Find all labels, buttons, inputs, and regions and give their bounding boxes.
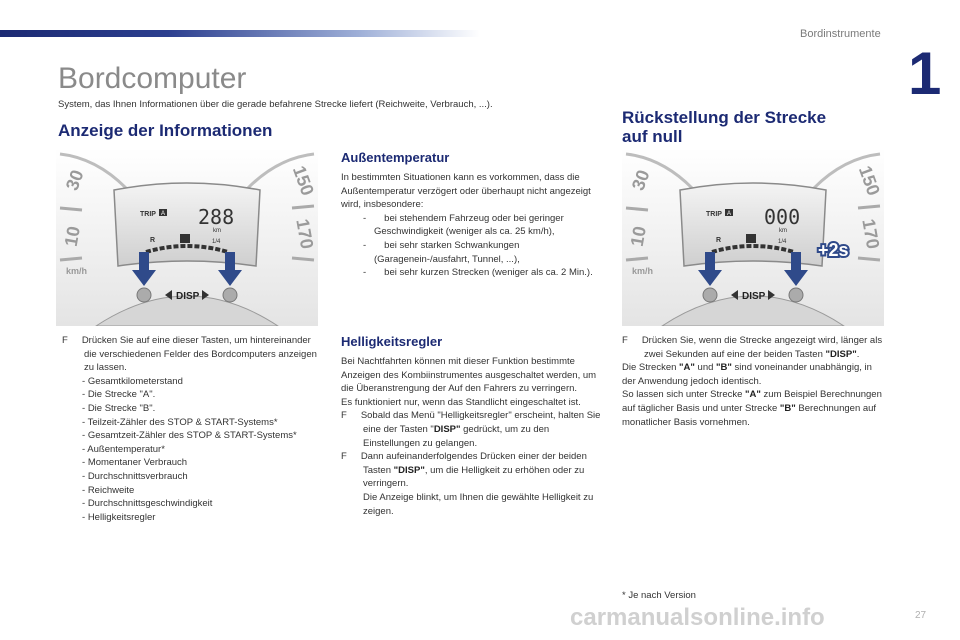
list-item-text: Die Strecke "A".	[87, 389, 156, 401]
dash-marker: -	[82, 498, 86, 510]
dash-marker: -	[363, 212, 367, 224]
heading-rueckstellung-line2: auf null	[622, 127, 683, 146]
list-item-text: Teilzeit-Zähler des STOP & START-Systems*	[87, 416, 278, 428]
list-item-text: Durchschnittsverbrauch	[87, 470, 188, 482]
list-item	[82, 511, 324, 525]
aussentemperatur-text: In bestimmten Situationen kann es vorkommen, dass die Außentemperatur verzögert oder überhaupt nicht angezeigt wird, insbesondere:	[341, 172, 591, 211]
step-text: Sobald das Menü "Helligkeitsregler" erscheint, halten Sie eine der Tasten "	[360, 410, 601, 435]
list-item-text: Die Strecke "B".	[87, 402, 156, 414]
dash-marker: -	[363, 267, 367, 279]
dash-marker: -	[82, 389, 86, 401]
list-item-text: bei sehr starken Schwankungen (Garagenein-/ausfahrt, Tunnel, ...),	[374, 239, 520, 265]
dash-marker: -	[82, 443, 86, 455]
list-item	[82, 456, 324, 470]
helligkeitsregler-block	[341, 355, 603, 518]
speed-label: 10	[60, 224, 84, 248]
rueckstellung-block	[622, 334, 884, 429]
reserve-label: R	[716, 237, 722, 244]
para-bold: "A"	[745, 389, 761, 401]
list-item-text: Gesamtkilometerstand	[87, 375, 183, 387]
step-text: , um die Helligkeit zu erhöhen oder zu verringern.	[363, 464, 585, 490]
speed-label: 170	[292, 217, 318, 251]
list-item	[82, 416, 324, 430]
disp-label: DISP	[176, 291, 200, 302]
disp-button-right[interactable]	[789, 288, 803, 302]
list-item-text: Gesamtzeit-Zähler des STOP & START-Systems*	[87, 430, 297, 442]
hold-2s-badge: +2s	[818, 240, 849, 260]
reserve-label: R	[150, 237, 156, 244]
lcd-display	[680, 183, 826, 266]
speed-label: 170	[858, 217, 884, 251]
unit-label: km/h	[632, 266, 654, 276]
list-item	[82, 484, 324, 498]
speed-label: 30	[61, 167, 88, 193]
heading-aussentemperatur: Außentemperatur	[341, 150, 450, 165]
step-bold: "DISP"	[825, 348, 857, 360]
para-text: und	[694, 362, 717, 374]
para-bold: "B"	[716, 362, 732, 374]
list-item	[341, 266, 603, 280]
heading-helligkeitsregler: Helligkeitsregler	[341, 334, 443, 349]
trip-sub-label: A	[727, 211, 732, 217]
list-item	[82, 402, 324, 416]
step-bold: "DISP"	[393, 464, 425, 476]
helligkeit-text: Es funktioniert nur, wenn das Standlicht eingeschaltet ist.	[341, 396, 581, 408]
disp-button-left[interactable]	[137, 288, 151, 302]
list-item	[341, 239, 603, 266]
watermark: carmanualsonline.info	[570, 604, 825, 631]
footnote: * Je nach Version	[622, 590, 696, 601]
para-bold: "A"	[679, 362, 695, 374]
bullet-icon: F	[341, 451, 347, 463]
section-label: Bordinstrumente	[800, 28, 881, 40]
speed-label: 150	[288, 163, 318, 199]
quarter-label: 1/4	[212, 239, 221, 245]
odometer-unit: km	[213, 228, 221, 234]
rueckstellung-paragraph	[622, 361, 884, 388]
list-item-text: Helligkeitsregler	[87, 511, 156, 523]
list-item	[82, 429, 324, 443]
heading-anzeige: Anzeige der Informationen	[58, 121, 273, 140]
dash-marker: -	[363, 239, 367, 251]
trip-sub-label: A	[161, 211, 166, 217]
heading-rueckstellung-line1: Rückstellung der Strecke	[622, 108, 827, 127]
para-text: sind voneinander unabhängig, in der Anwendung jedoch identisch.	[622, 362, 872, 387]
speed-label: 150	[854, 163, 884, 199]
list-item-text: Durchschnittsgeschwindigkeit	[87, 498, 213, 510]
lead-item	[62, 334, 324, 375]
disp-button-left[interactable]	[703, 288, 717, 302]
anzeige-list	[62, 375, 324, 525]
speed-label: 10	[626, 224, 650, 248]
list-item-text: Momentaner Verbrauch	[87, 457, 188, 469]
disp-button-right[interactable]	[223, 288, 237, 302]
page-title: Bordcomputer	[58, 62, 247, 95]
dash-marker: -	[82, 375, 86, 387]
list-item-text: Reichweite	[87, 484, 135, 496]
dash-marker: -	[82, 416, 86, 428]
disp-label: DISP	[742, 291, 766, 302]
bullet-icon: F	[62, 335, 68, 346]
bullet-icon: F	[622, 335, 628, 346]
step-text: Dann aufeinanderfolgendes Drücken einer der beiden Tasten	[360, 451, 587, 476]
anzeige-block	[62, 334, 324, 524]
trip-label: TRIP	[706, 211, 722, 218]
header-color-bar	[0, 30, 480, 37]
para-text: Berechnungen auf monatlicher Basis vornehmen.	[622, 402, 877, 428]
odometer-unit: km	[779, 228, 787, 234]
list-item	[82, 497, 324, 511]
dash-marker: -	[82, 457, 86, 469]
list-item	[82, 470, 324, 484]
para-text: zum Beispiel Berechnungen auf täglicher Basis und unter Strecke	[622, 389, 882, 414]
lcd-display	[114, 183, 260, 266]
helligkeit-text: Bei Nachtfahrten können mit dieser Funktion bestimmte Anzeigen des Kombiinstrumentes ausgeschaltet werden, um die Überanstrengung der Auf den Fahrers zu verringern.	[341, 356, 597, 395]
list-item	[341, 212, 603, 239]
fuel-pump-icon	[746, 234, 756, 243]
dash-marker: -	[82, 430, 86, 442]
odometer-value: 288	[198, 205, 235, 229]
step-text: gedrückt, um zu den Einstellungen zu gelangen.	[363, 423, 550, 449]
quarter-label: 1/4	[778, 239, 787, 245]
unit-label: km/h	[66, 266, 88, 276]
odometer-value: 000	[764, 205, 801, 229]
step-item	[341, 409, 603, 450]
chapter-number: 1	[908, 40, 942, 107]
list-item	[82, 375, 324, 389]
step-text: Drücken Sie, wenn die Strecke angezeigt wird, länger als zwei Sekunden auf eine der beiden Tasten	[641, 335, 883, 360]
step-item	[622, 334, 884, 361]
para-text: Die Strecken	[622, 362, 680, 374]
cluster-illustration-left	[56, 148, 318, 326]
dash-marker: -	[82, 470, 86, 482]
list-item-text: Außentemperatur*	[87, 443, 165, 455]
trip-label: TRIP	[140, 211, 156, 218]
dash-marker: -	[82, 511, 86, 523]
step-note: Die Anzeige blinkt, um Ihnen die gewählte Helligkeit zu zeigen.	[363, 491, 594, 517]
heading-rueckstellung	[622, 108, 826, 146]
step-bold: DISP"	[433, 423, 461, 435]
fuel-pump-icon	[180, 234, 190, 243]
list-item-text: bei stehendem Fahrzeug oder bei geringer Geschwindigkeit (weniger als ca. 25 km/h),	[374, 212, 564, 238]
list-item	[82, 388, 324, 402]
dash-marker: -	[82, 402, 86, 414]
para-bold: "B"	[779, 402, 796, 414]
step-item	[341, 450, 603, 491]
list-item-text: bei sehr kurzen Strecken (weniger als ca. 2 Min.).	[384, 267, 593, 279]
page-number: 27	[915, 610, 927, 621]
cluster-illustration-right	[622, 148, 884, 326]
intro-text: System, das Ihnen Informationen über die gerade befahrene Strecke liefert (Reichweite, Verbrauch, ...).	[58, 99, 493, 110]
step-text: .	[856, 348, 860, 360]
speed-label: 30	[627, 167, 654, 193]
rueckstellung-paragraph	[622, 388, 884, 429]
lead-text: Drücken Sie auf eine dieser Tasten, um hintereinander die verschiedenen Felder des Bordcomputers anzeigen zu lassen.	[81, 335, 317, 374]
para-text: So lassen sich unter Strecke	[622, 389, 746, 401]
aussentemperatur-block	[341, 171, 603, 280]
dash-marker: -	[82, 484, 86, 496]
list-item	[82, 443, 324, 457]
bullet-icon: F	[341, 410, 347, 422]
